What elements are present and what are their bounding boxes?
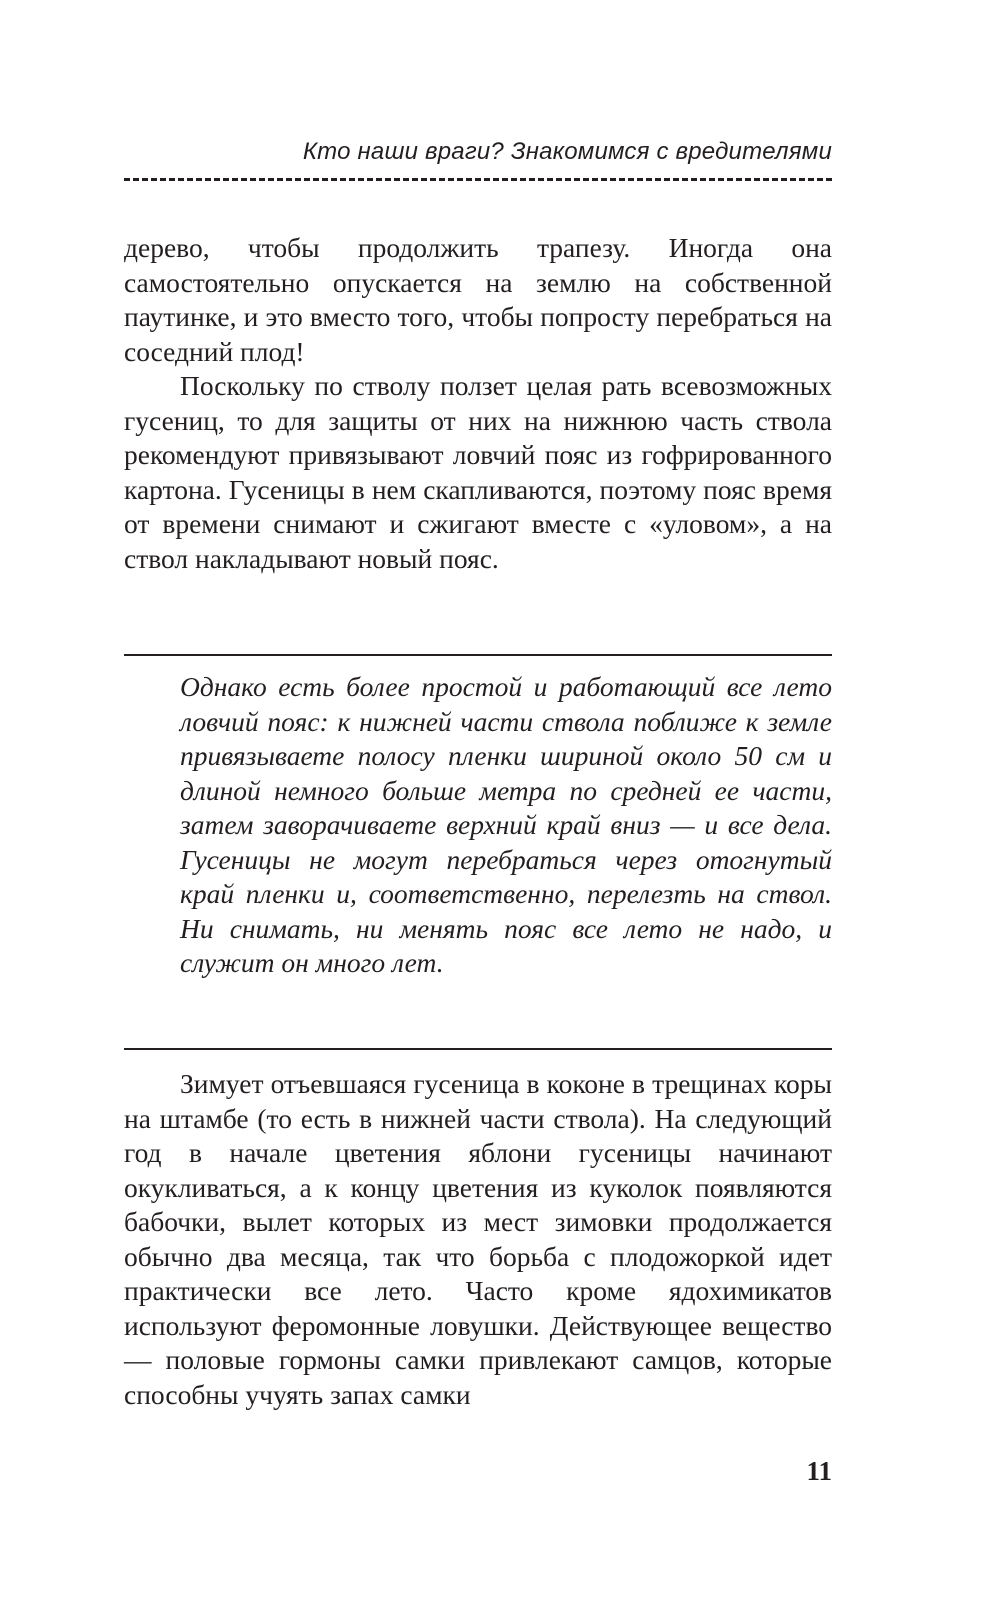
note-text: Однако есть более простой и работающий все лето ловчий пояс: к нижней части ствола поближе к земле привязываете полосу пленки шириной около 50 см и длиной немного больше метра по средней ее части, затем заворачиваете верхний край вниз — и все дела. Гусеницы не могут перебраться через отогнутый край пленки и, соответственно, перелезть на ствол. Ни снимать, ни менять пояс все лето не надо, и служит он много лет. — [180, 671, 832, 978]
text-block-top — [124, 231, 832, 576]
running-head: Кто наши враги? Знакомимся с вредителями — [302, 138, 832, 165]
note-bottom-rule — [124, 1048, 832, 1050]
header-dashed-divider — [124, 178, 832, 181]
note-top-rule — [124, 654, 832, 656]
paragraph: Поскольку по стволу ползет целая рать всевозможных гусениц, то для защиты от них на нижнюю часть ствола рекомендуют привязывают ловчий пояс из гофрированного картона. Гусеницы в нем скапливаются, поэтому пояс время от времени снимают и сжигают вместе с «уловом», а на ствол накладывают новый пояс. — [124, 370, 832, 574]
paragraph-continued: дерево, чтобы продолжить трапезу. Иногда она самостоятельно опускается на землю на собственной паутинке, и это вместо того, чтобы попросту перебраться на соседний плод! — [124, 232, 832, 367]
paragraph: Зимует отъевшаяся гусеница в коконе в трещинах коры на штамбе (то есть в нижней части ствола). На следующий год в начале цветения яблони гусеницы начинают окукливаться, а к концу цветения из куколок появляются бабочки, вылет которых из мест зимовки продолжается обычно два месяца, так что борьба с плодожоркой идет практически все лето. Часто кроме ядохимикатов используют феромонные ловушки. Действующее вещество — половые гормоны самки привлекают самцов, которые способны учуять запах самки — [124, 1068, 832, 1410]
note-box — [180, 670, 832, 981]
page-number: 11 — [806, 1456, 832, 1486]
text-block-bottom — [124, 1067, 832, 1412]
